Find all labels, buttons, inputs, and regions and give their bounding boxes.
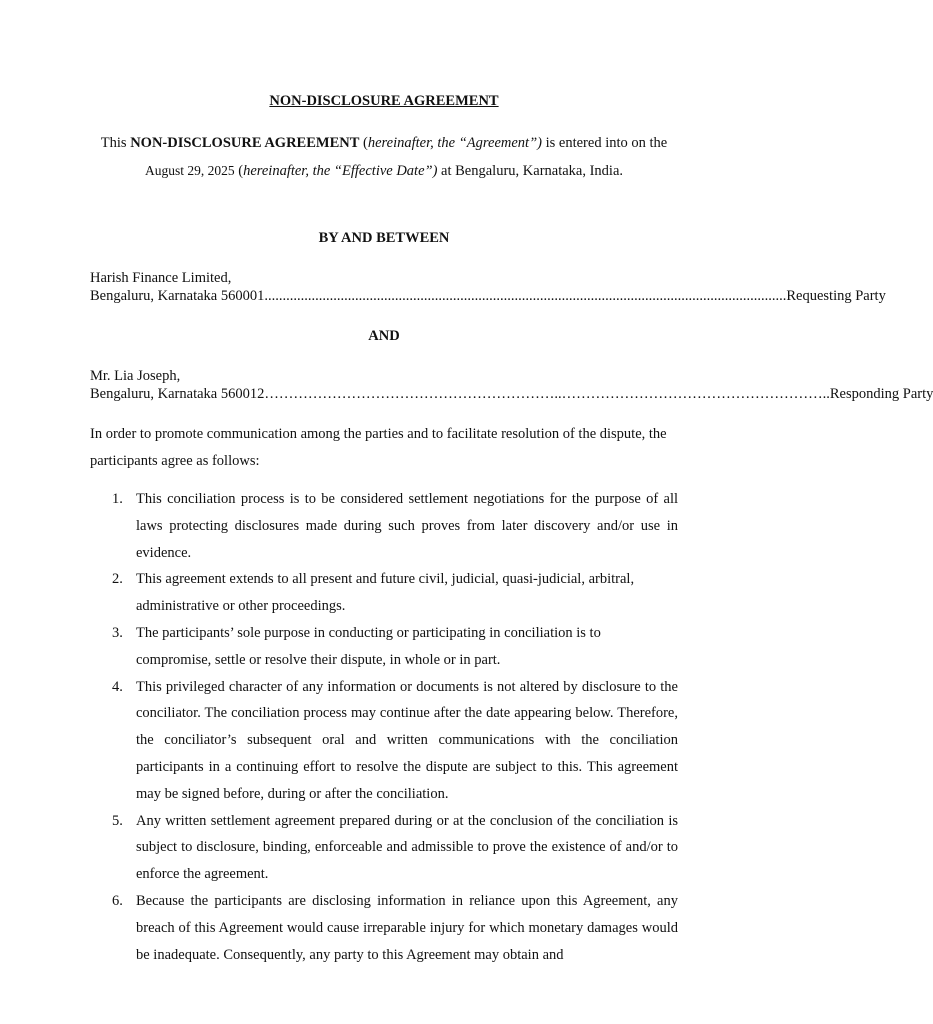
agreement-defined-term: hereinafter, the “Agreement”): [367, 135, 542, 151]
effective-date-defined-term: hereinafter, the “Effective Date”): [243, 163, 438, 179]
clause-text: Because the participants are disclosing information in reliance upon this Agreement, any breach of this Agreement would cause irreparable injury for which monetary damages would be inadequate. Consequently, any party to this Agreement may obtain and: [136, 892, 678, 963]
intro-paragraph: [90, 130, 678, 185]
clause-number: 2.: [112, 571, 123, 588]
clause-item: [90, 674, 678, 808]
responding-party-address: Bengaluru, Karnataka 560012: [90, 386, 265, 402]
clause-number: 1.: [112, 491, 123, 507]
requesting-party-name: Harish Finance Limited,: [90, 270, 232, 286]
clause-list: [90, 486, 678, 968]
clause-number: 4.: [112, 678, 123, 695]
intro-text: (: [359, 135, 368, 151]
clause-item: [90, 808, 678, 888]
requesting-party-role: Requesting Party: [786, 288, 886, 304]
intro-text: (: [234, 163, 244, 179]
and-heading: AND: [368, 328, 400, 344]
clause-text: The participants’ sole purpose in conducting or participating in conciliation is to compromise, settle or resolve their dispute, in whole or in part.: [136, 624, 601, 668]
clause-item: [90, 888, 678, 968]
intro-text: is entered into on the: [541, 135, 668, 151]
by-and-between-heading: BY AND BETWEEN: [318, 230, 450, 246]
agreement-name: NON-DISCLOSURE AGREEMENT: [130, 135, 360, 151]
responding-party-block: [90, 367, 933, 403]
requesting-party-block: [90, 269, 886, 305]
requesting-party-line: [90, 287, 886, 305]
intro-text: at Bengaluru, Karnataka, India.: [437, 163, 624, 179]
clause-item: [90, 486, 678, 566]
responding-party-role: ..Responding Party: [822, 386, 933, 402]
clause-number: 6.: [112, 892, 123, 909]
clause-item: [90, 620, 678, 674]
clause-text: Any written settlement agreement prepared during or at the conclusion of the conciliation is subject to disclosure, binding, enforceable and admissible to prove the existence of and/or to enforce the agreement.: [136, 812, 678, 883]
clause-item: [90, 566, 678, 620]
document-title: NON-DISCLOSURE AGREEMENT: [269, 93, 499, 109]
clause-text: This agreement extends to all present and future civil, judicial, quasi-judicial, arbitral, administrative or other proceedings.: [136, 571, 635, 615]
clause-number: 3.: [112, 624, 123, 641]
intro-text: This: [100, 135, 131, 151]
lead-paragraph: In order to promote communication among the parties and to facilitate resolution of the dispute, the participants agree as follows:: [90, 426, 667, 469]
responding-party-line: [90, 385, 933, 403]
effective-date: August 29, 2025: [144, 163, 235, 178]
responding-party-name: Mr. Lia Joseph,: [90, 368, 181, 384]
leader-dots: ……………………………………………………..………………………………………………: [264, 386, 823, 402]
clause-number: 5.: [112, 812, 123, 829]
clause-text: This conciliation process is to be considered settlement negotiations for the purpose of all laws protecting disclosures made during such proves from later discovery and/or use in evidence.: [136, 491, 678, 561]
leader-dots: ................................................................................................................................................: [264, 288, 787, 304]
clause-text: This privileged character of any information or documents is not altered by disclosure to the conciliator. The conciliation process may continue after the date appearing below. Therefore, the conciliator’s subsequent oral and written communications with the conciliation participants in a continuing effort to resolve the dispute are subject to this. This agreement may be signed before, during or after the conciliation.: [136, 678, 678, 802]
requesting-party-address: Bengaluru, Karnataka 560001: [90, 288, 265, 304]
